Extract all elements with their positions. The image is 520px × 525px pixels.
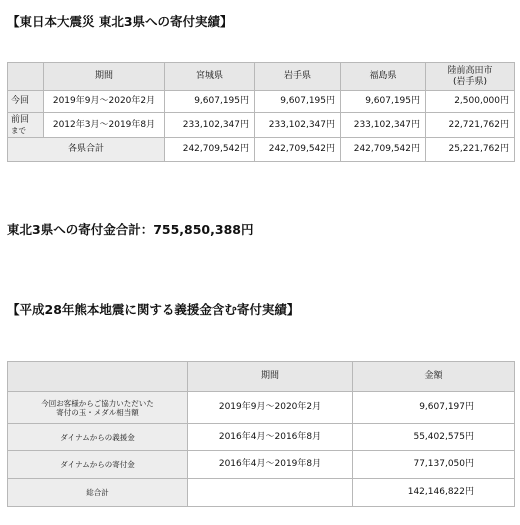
total-value-cell: 25,221,762円 [426, 138, 515, 162]
value-cell: 9,607,195円 [255, 91, 341, 113]
table-total-row [8, 138, 515, 162]
amount-cell: 77,137,050円 [353, 451, 515, 479]
row-label: 総合計 [8, 479, 188, 507]
header-cell-blank [8, 362, 188, 392]
kumamoto-donation-table [7, 361, 515, 507]
total-label: 各県合計 [8, 138, 165, 162]
period-cell: 2012年3月～2019年8月 [44, 113, 165, 138]
row-label [8, 113, 44, 138]
total-value-cell: 242,709,542円 [341, 138, 426, 162]
total-value-cell: 242,709,542円 [165, 138, 255, 162]
row-label [8, 392, 188, 424]
period-cell [188, 479, 353, 507]
table-total-row [8, 479, 515, 507]
period-cell: 2019年9月～2020年2月 [188, 392, 353, 424]
table-header-row [8, 63, 515, 91]
value-cell: 9,607,195円 [165, 91, 255, 113]
row-label: ダイナムからの寄付金 [8, 451, 188, 479]
header-cell-miyagi: 宮城県 [165, 63, 255, 91]
total-value-cell: 242,709,542円 [255, 138, 341, 162]
row-label: 今回 [8, 91, 44, 113]
section1-title: 【東日本大震災 東北3県への寄付実績】 [7, 14, 233, 29]
header-cell-fukushima: 福島県 [341, 63, 426, 91]
header-cell-amount: 金額 [353, 362, 515, 392]
row-label-line1: 今回お客様からご協力いただいた [41, 398, 154, 408]
value-cell: 233,102,347円 [341, 113, 426, 138]
grand-total-text: 東北3県への寄付金合計：755,850,388円 [7, 222, 254, 237]
period-cell: 2019年9月～2020年2月 [44, 91, 165, 113]
amount-cell: 9,607,197円 [353, 392, 515, 424]
header-cell-blank [8, 63, 44, 91]
value-cell: 233,102,347円 [165, 113, 255, 138]
row-label-line2: 寄付の玉・メダル相当額 [56, 407, 139, 417]
row-label-line2: まで [11, 126, 26, 135]
header-rikuzentakata-line2: (岩手県) [452, 76, 488, 87]
header-cell-period: 期間 [44, 63, 165, 91]
table-row [8, 91, 515, 113]
table-row [8, 392, 515, 424]
header-cell-rikuzentakata [426, 63, 515, 91]
table-header-row [8, 362, 515, 392]
tohoku-donation-table [7, 62, 515, 162]
value-cell: 9,607,195円 [341, 91, 426, 113]
header-rikuzentakata-line1: 陸前高田市 [447, 65, 493, 76]
table-row [8, 424, 515, 451]
table-row [8, 451, 515, 479]
period-cell: 2016年4月～2016年8月 [188, 424, 353, 451]
value-cell: 22,721,762円 [426, 113, 515, 138]
header-cell-period: 期間 [188, 362, 353, 392]
amount-cell: 55,402,575円 [353, 424, 515, 451]
value-cell: 2,500,000円 [426, 91, 515, 113]
amount-cell: 142,146,822円 [353, 479, 515, 507]
section2-title: 【平成28年熊本地震に関する義援金含む寄付実績】 [7, 302, 300, 317]
value-cell: 233,102,347円 [255, 113, 341, 138]
table-row [8, 113, 515, 138]
row-label-line1: 前回 [11, 115, 30, 125]
row-label: ダイナムからの義援金 [8, 424, 188, 451]
header-cell-iwate: 岩手県 [255, 63, 341, 91]
period-cell: 2016年4月～2019年8月 [188, 451, 353, 479]
